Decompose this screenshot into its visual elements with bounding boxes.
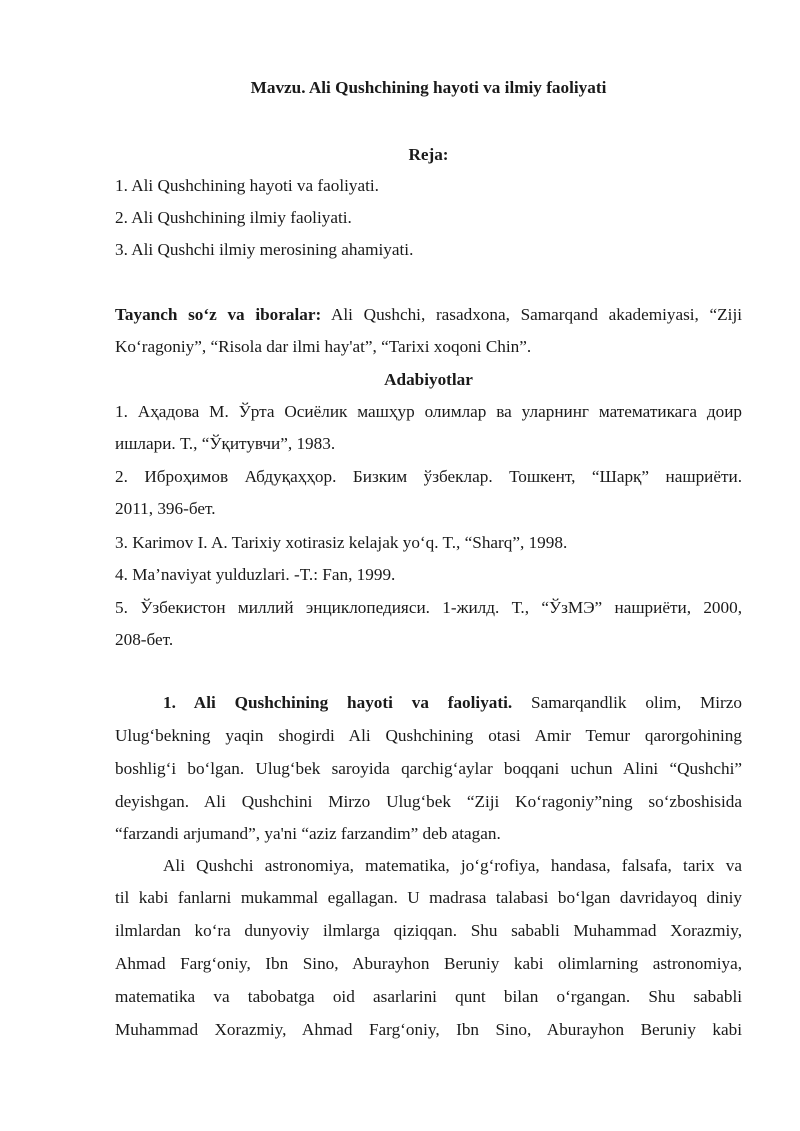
section1-line: til kabi fanlarni mukammal egallagan. U madrasa talabasi bo‘lgan davridayoq diniy (115, 888, 742, 907)
section1-heading: 1. Ali Qushchining hayoti va faoliyati. (163, 693, 513, 712)
reference-line: 2011, 396-бет. (115, 499, 216, 518)
section1-line: matematika va tabobatga oid asarlarini qunt bilan o‘rgangan. Shu sababli (115, 987, 742, 1006)
section1-line: Ali Qushchi astronomiya, matematika, jo‘g‘rofiya, handasa, falsafa, tarix va (163, 856, 742, 875)
keywords-line: Ko‘ragoniy”, “Risola dar ilmi hay'at”, “Tarixi xoqoni Chin”. (115, 337, 532, 356)
reference-line: 208-бет. (115, 630, 174, 649)
document-title: Mavzu. Ali Qushchining hayoti va ilmiy faoliyati (250, 78, 607, 97)
section1-text: Samarqandlik olim, Mirzo (512, 693, 742, 712)
plan-item: 3. Ali Qushchi ilmiy merosining ahamiyati. (115, 240, 414, 259)
section1-line: boshlig‘i bo‘lgan. Ulug‘bek saroyida qarchig‘aylar boqqani uchun Alini “Qushchi” (115, 759, 742, 778)
section1-line: ilmlardan ko‘ra dunyoviy ilmlarga qiziqqan. Shu sababli Muhammad Xorazmiy, (115, 921, 742, 940)
section1-line: Ulug‘bekning yaqin shogirdi Ali Qushchining otasi Amir Temur qarorgohining (115, 726, 742, 745)
section1-line (163, 693, 742, 713)
plan-heading: Reja: (408, 145, 449, 164)
reference-line: ишлари. Т., “Ўқитувчи”, 1983. (115, 434, 336, 453)
reference-line: 3. Karimov I. A. Tarixiy xotirasiz kelajak yo‘q. T., “Sharq”, 1998. (115, 533, 568, 552)
reference-line: 5. Ўзбекистон миллий энциклопедияси. 1-жилд. Т., “ЎзМЭ” нашриёти, 2000, (115, 598, 742, 617)
reference-line: 4. Ma’naviyat yulduzlari. -T.: Fan, 1999. (115, 565, 396, 584)
section1-line: Ahmad Farg‘oniy, Ibn Sino, Aburayhon Beruniy kabi olimlarning astronomiya, (115, 954, 742, 973)
section1-line: Muhammad Xorazmiy, Ahmad Farg‘oniy, Ibn Sino, Aburayhon Beruniy kabi (115, 1020, 742, 1039)
reference-line: 1. Аҳадова М. Ўрта Осиёлик машҳур олимлар ва уларнинг математикага доир (115, 402, 742, 421)
keywords-line (115, 305, 742, 325)
section1-line: “farzandi arjumand”, ya'ni “aziz farzandim” deb atagan. (115, 824, 501, 843)
section1-line: deyishgan. Ali Qushchini Mirzo Ulug‘bek “Ziji Ko‘ragoniy”ning so‘zboshisida (115, 792, 742, 811)
reference-line: 2. Иброҳимов Абдуқаҳҳор. Бизким ўзбеклар. Тошкент, “Шарқ” нашриёти. (115, 467, 742, 486)
references-heading: Adabiyotlar (384, 370, 473, 389)
plan-item: 2. Ali Qushchining ilmiy faoliyati. (115, 208, 352, 227)
keywords-label: Tayanch so‘z va iboralar: (115, 305, 322, 324)
plan-item: 1. Ali Qushchining hayoti va faoliyati. (115, 176, 379, 195)
keywords-text: Ali Qushchi, rasadxona, Samarqand akademiyasi, “Ziji (321, 305, 743, 324)
